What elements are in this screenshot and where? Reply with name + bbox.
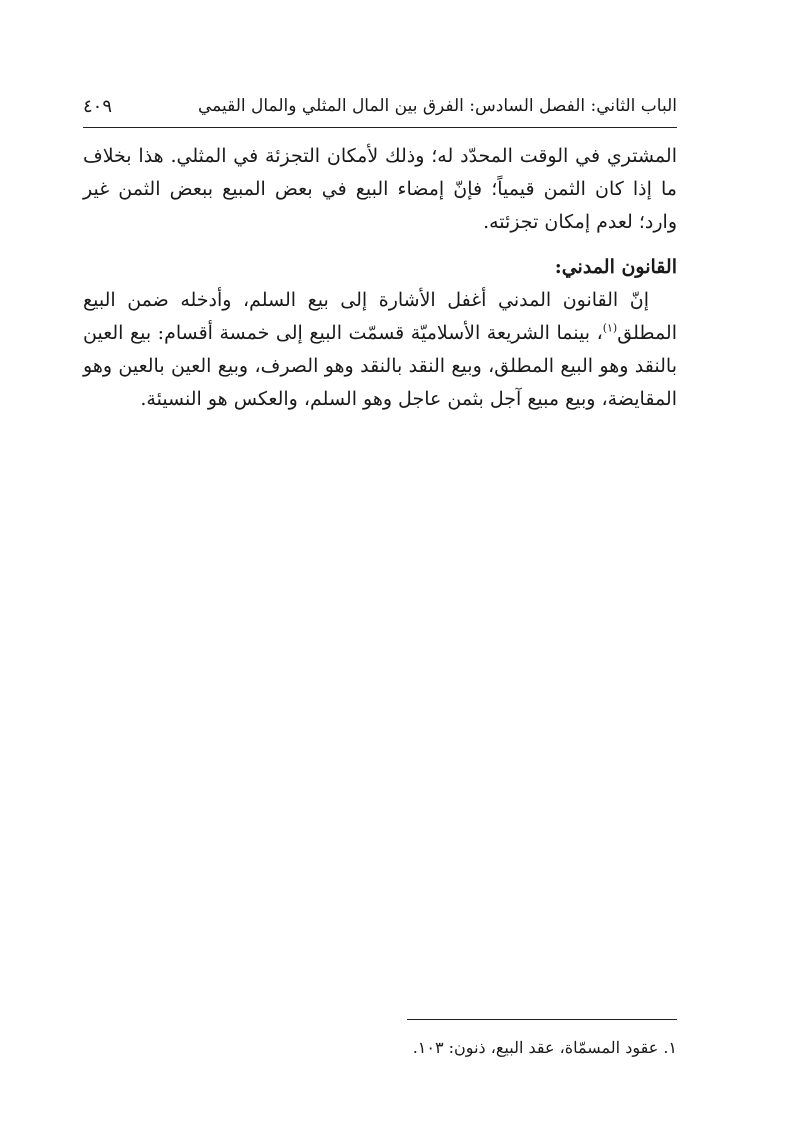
footnote-1: ١. عقود المسمّاة، عقد البيع، ذنون: ١٠٣. (412, 1038, 677, 1057)
header-title: الباب الثاني: الفصل السادس: الفرق بين المال المثلي والمال القيمي (197, 96, 677, 116)
page-number: ٤٠٩ (83, 96, 113, 117)
footnote-rule (407, 1019, 677, 1020)
running-header (83, 94, 677, 124)
main-text (83, 140, 677, 416)
paragraph-2-part-2: ، بينما الشريعة الأسلاميّة قسمّت البيع إلى خمسة أقسام: بيع العين بالنقد وهو البيع المطلق، وبيع النقد بالنقد وهو الصرف، وبيع العين بالعين وهو المقايضة، وبيع مبيع آجل بثمن عاجل وهو السلم، والعكس هو النسيئة. (83, 322, 677, 410)
paragraph-1: المشتري في الوقت المحدّد له؛ وذلك لأمكان التجزئة في المثلي. هذا بخلاف ما إذا كان الثمن قيمياً؛ فإنّ إمضاء البيع في بعض المبيع ببعض الثمن غير وارد؛ لعدم إمكان تجزئته. (83, 145, 677, 233)
header-rule (83, 127, 677, 128)
paragraph-2-part-1: إنّ القانون المدني أغفل الأشارة إلى بيع السلم، وأدخله ضمن البيع المطلق (83, 289, 677, 344)
footnote-marker: (١) (602, 321, 618, 335)
paragraph-2 (83, 284, 677, 416)
section-heading: القانون المدني: (554, 256, 677, 278)
